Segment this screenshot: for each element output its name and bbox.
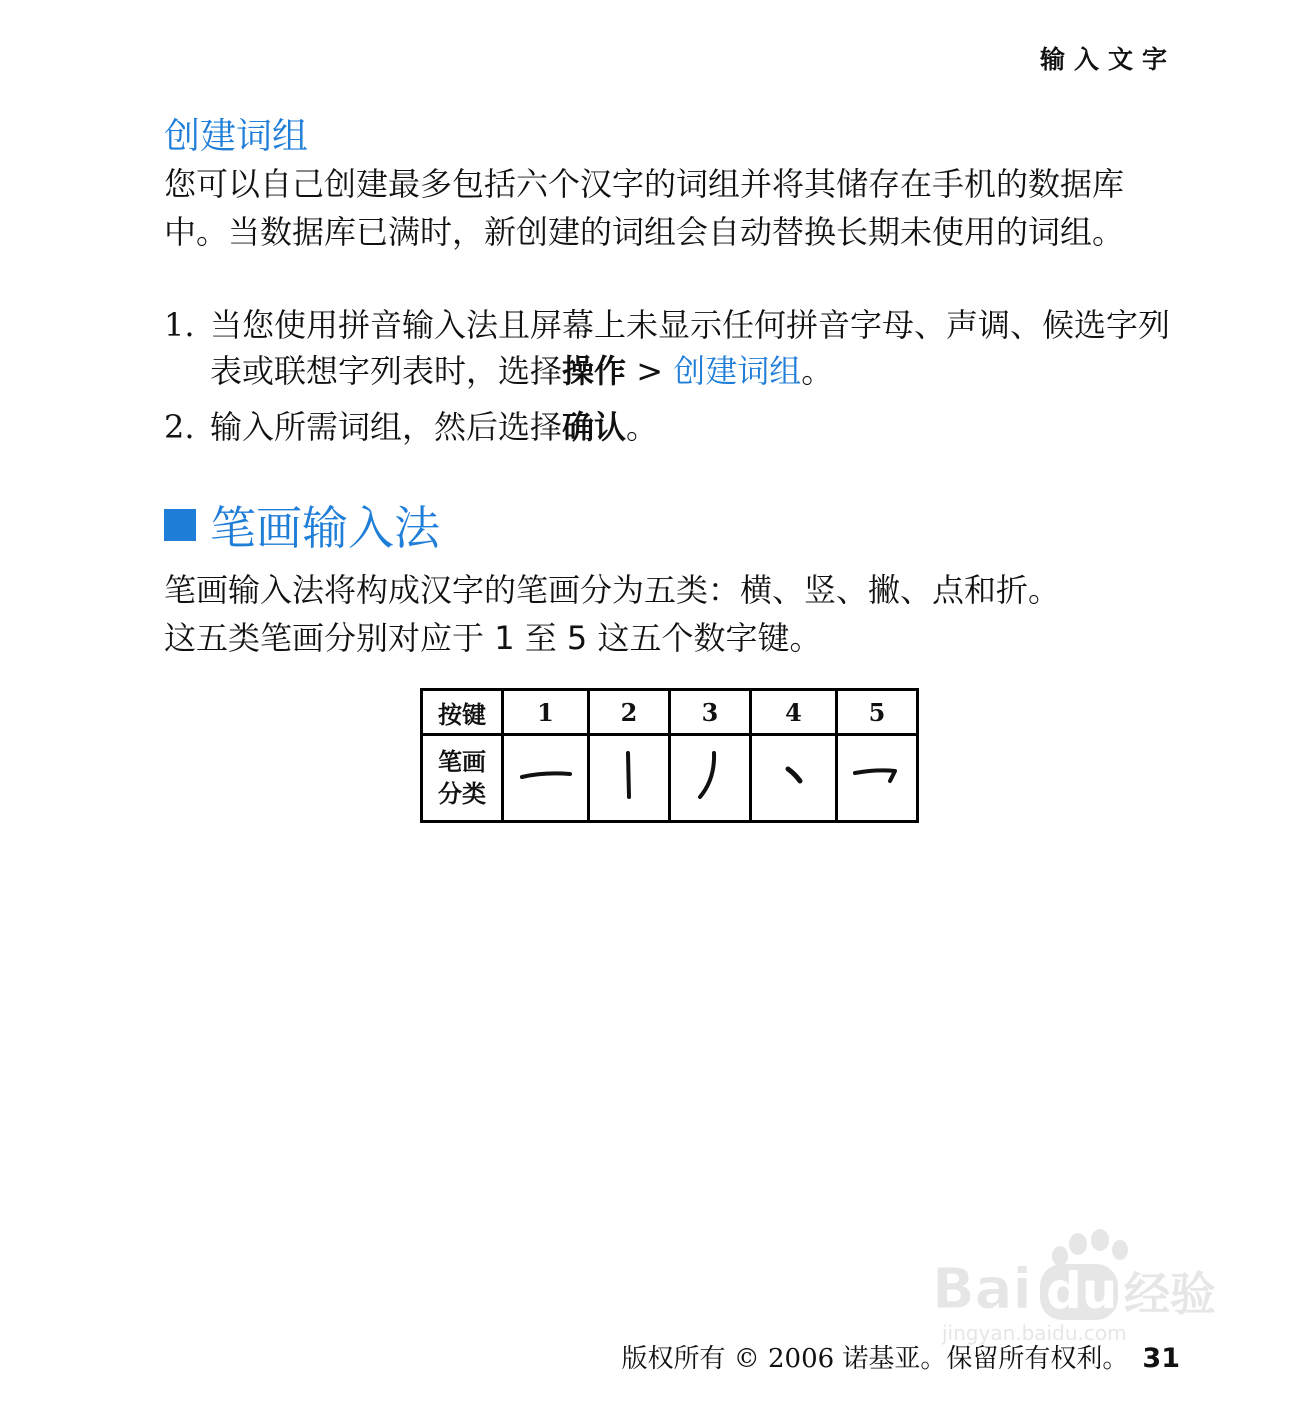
section-heading-text: 笔画输入法 xyxy=(210,501,440,555)
stroke-header-cell xyxy=(422,735,503,822)
step-1 xyxy=(164,302,1184,394)
confirm-action-label: 确认 xyxy=(562,408,627,446)
key-cell-5: 5 xyxy=(837,690,918,735)
baidu-paw-logo xyxy=(928,1226,1228,1346)
create-phrase-paragraph: 您可以自己创建最多包括六个汉字的词组并将其储存在手机的数据库中。当数据库已满时，新创建的词组会自动替换长期未使用的词组。 xyxy=(164,165,1125,251)
stroke-cell-1 xyxy=(503,735,589,822)
key-cell-4: 4 xyxy=(751,690,837,735)
key-number-5: 5 xyxy=(566,619,588,657)
key-cell-2: 2 xyxy=(589,690,670,735)
svg-text:jingyan.baidu.com: jingyan.baidu.com xyxy=(942,1321,1127,1345)
svg-text:Bai: Bai xyxy=(932,1257,1032,1322)
step-text xyxy=(210,404,1184,450)
submenu-create-phrase-label: 创建词组 xyxy=(673,352,802,390)
menu-options-label: 操作 xyxy=(562,352,627,390)
step-text-after: 。 xyxy=(626,408,659,446)
stroke-cell-3 xyxy=(670,735,751,822)
square-bullet-icon xyxy=(164,509,196,541)
svg-text:经验: 经验 xyxy=(1124,1267,1216,1321)
text-run: 至 xyxy=(514,619,567,657)
key-number-1: 1 xyxy=(494,619,515,657)
zhe-stroke-icon xyxy=(847,755,907,795)
step-text-before: 当您使用拼音输入法且屏幕上未显示任何拼音字母、声调、候选字列表或联想字列表时，选择 xyxy=(210,306,1171,390)
running-head: 输入文字 xyxy=(1039,45,1176,74)
stroke-paragraph-line-1: 笔画输入法将构成汉字的笔画分为五类：横、竖、撇、点和折。 xyxy=(164,571,1061,609)
text-run: 这五个数字键。 xyxy=(587,619,822,657)
key-cell-1: 1 xyxy=(503,690,589,735)
copyright-text: 版权所有 © 2006 诺基亚。保留所有权利。 xyxy=(621,1344,1129,1374)
stroke-header-line-2: 分类 xyxy=(438,779,486,808)
key-cell-3: 3 xyxy=(670,690,751,735)
table-row-strokes xyxy=(422,735,918,822)
stroke-header-line-1: 笔画 xyxy=(438,747,486,776)
table-row-keys xyxy=(422,690,918,735)
stroke-paragraph-line-2 xyxy=(164,614,1174,662)
heng-stroke-icon xyxy=(516,755,576,795)
stroke-cell-4 xyxy=(751,735,837,822)
stroke-key-table xyxy=(420,688,919,823)
baidu-jingyan-watermark xyxy=(928,1226,1228,1346)
step-2 xyxy=(164,404,1184,450)
dian-stroke-icon xyxy=(774,755,814,795)
section-heading-stroke-input xyxy=(164,492,440,558)
step-text xyxy=(210,302,1184,394)
svg-text:du: du xyxy=(1046,1262,1118,1320)
step-text-before: 输入所需词组，然后选择 xyxy=(210,408,563,446)
step-number: 1. xyxy=(164,306,195,344)
section-heading-create-phrase: 创建词组 xyxy=(164,116,309,157)
text-run: 这五类笔画分别对应于 xyxy=(164,619,495,657)
step-text-after: 。 xyxy=(801,352,834,390)
menu-separator: > xyxy=(636,352,664,390)
page-footer xyxy=(621,1338,1180,1375)
pie-stroke-icon xyxy=(690,745,730,805)
key-header-cell: 按键 xyxy=(422,690,503,735)
stroke-paragraph xyxy=(164,566,1174,662)
stroke-cell-2 xyxy=(589,735,670,822)
step-number: 2. xyxy=(164,408,195,446)
shu-stroke-icon xyxy=(609,745,649,805)
stroke-cell-5 xyxy=(837,735,918,822)
page-number: 31 xyxy=(1142,1343,1180,1374)
